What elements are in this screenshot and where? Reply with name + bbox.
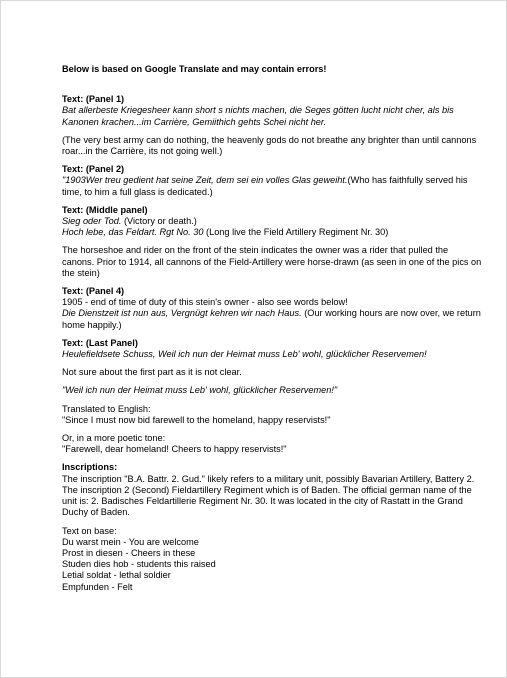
poetic-translation-label: Or, in a more poetic tone: — [62, 433, 166, 444]
last-panel-section — [62, 338, 482, 360]
base-text-line: Empfunden - Felt — [62, 581, 133, 592]
panel1-label: Text: (Panel 1) — [62, 94, 125, 105]
base-text-label: Text on base: — [62, 525, 117, 536]
panel1-german-text: Bat allerbeste Kriegesheer kann short s nichts machen, die Seges götten lucht nicht cher, als bis Kanonen krachen...im Carrière, Gemiithich gehts Schei nicht her. — [62, 105, 454, 127]
panel2-translation: (Who has faithfully served his time, to him a full glass is dedicated.) — [62, 175, 468, 197]
panel1-translation: (The very best army can do nothing, the heavenly gods do not breathe any brighter than until cannons roar...in the Carrière, its not going well.) — [62, 134, 477, 157]
poetic-translation-text: "Farewell, dear homeland! Cheers to happy reservists!" — [62, 444, 287, 455]
middle-panel-section — [62, 205, 482, 239]
english-translation-text: "Since I must now bid farewell to the homeland, happy reservists!" — [62, 414, 331, 425]
inscriptions-section — [62, 462, 482, 518]
last-panel-label: Text: (Last Panel) — [62, 337, 138, 348]
middle-panel-label: Text: (Middle panel) — [62, 204, 148, 215]
middle-german-1: Sieg oder Tod. — [62, 216, 122, 227]
inscriptions-label: Inscriptions: — [62, 462, 118, 473]
middle-translation-2: (Long live the Field Artillery Regiment Nr. 30) — [203, 227, 389, 238]
panel1-section — [62, 94, 482, 128]
inscription-paragraph-2: The inscription 2 (Second) Fieldartillery Regiment which is of Baden. The official german name of the unit is: 2. Badisches Feldartillerie Regiment Nr. 30. It was located in the city of Rastatt in the Grand Duchy of Baden. — [62, 484, 472, 518]
inscription-paragraph-1: The inscription "B.A. Battr. 2. Gud." likely refers to a military unit, possibly Bavarian Artillery, Battery 2. — [62, 473, 475, 484]
last-panel-note: Not sure about the first part as it is not clear. — [62, 367, 242, 378]
base-text-line: Prost in diesen - Cheers in these — [62, 547, 196, 558]
last-panel-german-text: Heulefieldsete Schuss, Weil ich nun der Heimat muss Leb' wohl, glücklicher Reservemen! — [62, 349, 427, 360]
poetic-translation-block — [62, 433, 482, 455]
panel2-german-text: "1903Wer treu gedient hat seine Zeit, dem sei ein volles Glas geweiht. — [62, 175, 348, 186]
english-translation-label: Translated to English: — [62, 403, 151, 414]
panel4-intro: 1905 - end of time of duty of this stein's owner - also see words below! — [62, 297, 348, 308]
middle-panel-note: The horseshoe and rider on the front of the stein indicates the owner was a rider that pulled the canons. Prior to 1914, all cannons of the Field-Artillery were horse-drawn (as seen in one of the pics on the stein) — [62, 245, 482, 278]
panel2-section — [62, 164, 482, 198]
panel4-label: Text: (Panel 4) — [62, 286, 125, 297]
english-translation-block — [62, 404, 482, 426]
document-body — [62, 64, 482, 600]
base-text-line: Du warst mein - You are welcome — [62, 536, 199, 547]
disclaimer-heading: Below is based on Google Translate and may contain errors! — [62, 64, 327, 74]
panel4-german-text: Die Dienstzeit ist nun aus, Vergnügt kehren wir nach Haus. — [62, 308, 302, 319]
base-text-section — [62, 526, 482, 593]
middle-translation-1: (Victory or death.) — [121, 216, 197, 227]
middle-german-2: Hoch lebe, das Feldart. Rgt No. 30 — [62, 227, 204, 238]
base-text-line: Letial soldat - lethal soldier — [62, 570, 171, 581]
last-panel-quote: "Weil ich nun der Heimat muss Leb' wohl, glücklicher Reservemen!" — [62, 385, 338, 396]
base-text-line: Studen dies hob - students this raised — [62, 559, 216, 570]
panel2-label: Text: (Panel 2) — [62, 164, 125, 175]
panel4-section — [62, 286, 482, 331]
panel4-translation: (Our working hours are now over, we return home happily.) — [62, 308, 481, 330]
